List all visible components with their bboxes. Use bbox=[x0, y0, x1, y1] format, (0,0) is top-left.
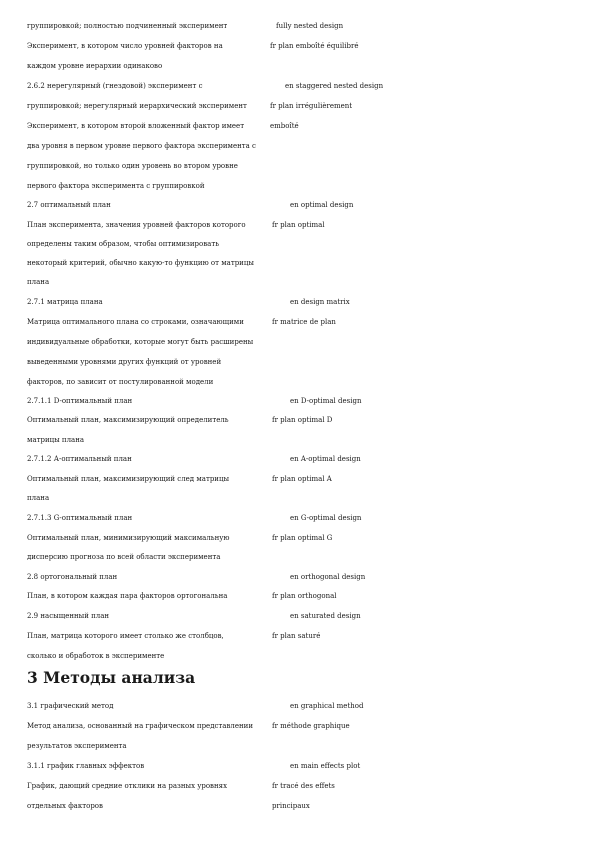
text-line: Оптимальный план, минимизирующий максимальную bbox=[27, 534, 230, 542]
term-equivalent: fr plan saturé bbox=[272, 632, 321, 640]
text-line: индивидуальные обработки, которые могут быть расширены bbox=[27, 338, 254, 346]
text-line: группировкой; нерегулярный иерархический эксперимент bbox=[27, 102, 247, 110]
term-equivalent: fully nested design bbox=[276, 22, 344, 30]
term-equivalent: fr méthode graphique bbox=[272, 722, 350, 730]
text-line: два уровня в первом уровне первого фактора эксперимента с bbox=[27, 142, 256, 150]
term-equivalent: en optimal design bbox=[290, 201, 354, 209]
text-line: выведенными уровнями других функций от уровней bbox=[27, 358, 222, 366]
term-equivalent: en G-optimal design bbox=[290, 514, 362, 522]
text-line: плана bbox=[27, 278, 50, 286]
term-equivalent: en saturated design bbox=[290, 612, 361, 620]
text-line: отдельных факторов bbox=[27, 802, 103, 810]
term-equivalent: fr plan optimal bbox=[272, 221, 325, 229]
text-line: Оптимальный план, максимизирующий определитель bbox=[27, 416, 229, 424]
text-line: Эксперимент, в котором число уровней факторов на bbox=[27, 42, 223, 50]
term-equivalent: fr plan orthogonal bbox=[272, 592, 337, 600]
text-line: первого фактора эксперимента с группировкой bbox=[27, 182, 205, 190]
text-line: График, дающий средние отклики на разных уровнях bbox=[27, 782, 228, 790]
text-line: сколько и обработок в эксперименте bbox=[27, 652, 165, 660]
text-line: некоторый критерий, обычно какую-то функцию от матрицы bbox=[27, 259, 254, 267]
text-line: 2.9 насыщенный план bbox=[27, 612, 110, 620]
term-equivalent: en orthogonal design bbox=[290, 573, 366, 581]
text-line: определены таким образом, чтобы оптимизировать bbox=[27, 240, 220, 248]
term-equivalent: en graphical method bbox=[290, 702, 364, 710]
text-line: Метод анализа, основанный на графическом представлении bbox=[27, 722, 253, 730]
term-equivalent: fr plan emboîté équilibré bbox=[270, 42, 359, 50]
text-line: Оптимальный план, максимизирующий след матрицы bbox=[27, 475, 230, 483]
text-line: 2.7 оптимальный план bbox=[27, 201, 111, 209]
term-equivalent: fr plan irrégulièrement bbox=[270, 102, 353, 110]
section-heading: 3 Методы анализа bbox=[27, 668, 196, 687]
text-line: факторов, по зависит от постулированной модели bbox=[27, 378, 214, 386]
term-equivalent: principaux bbox=[272, 802, 310, 810]
text-line: 3.1.1 график главных эффектов bbox=[27, 762, 145, 770]
text-line: дисперсию прогноза по всей области эксперимента bbox=[27, 553, 221, 561]
term-equivalent: fr matrice de plan bbox=[272, 318, 336, 326]
term-equivalent: en A-optimal design bbox=[290, 455, 361, 463]
text-line: План эксперимента, значения уровней факторов которого bbox=[27, 221, 246, 229]
text-line: матрицы плана bbox=[27, 436, 85, 444]
term-equivalent: fr plan optimal A bbox=[272, 475, 332, 483]
text-line: 2.7.1.2 А-оптимальный план bbox=[27, 455, 132, 463]
term-equivalent: en D-optimal design bbox=[290, 397, 362, 405]
text-line: плана bbox=[27, 494, 50, 502]
text-line: 2.8 ортогональный план bbox=[27, 573, 118, 581]
term-equivalent: en staggered nested design bbox=[285, 82, 384, 90]
text-line: 2.6.2 нерегулярный (гнездовой) эксперимент с bbox=[27, 82, 203, 90]
term-equivalent: fr plan optimal D bbox=[272, 416, 333, 424]
term-equivalent: en design matrix bbox=[290, 298, 350, 306]
text-line: группировкой; полностью подчиненный эксперимент bbox=[27, 22, 228, 30]
term-equivalent: fr tracé des effets bbox=[272, 782, 335, 790]
text-line: Эксперимент, в котором второй вложенный фактор имеет bbox=[27, 122, 245, 130]
term-equivalent: emboîté bbox=[270, 122, 299, 130]
text-line: 2.7.1.1 D-оптимальный план bbox=[27, 397, 133, 405]
text-line: 3.1 графический метод bbox=[27, 702, 114, 710]
text-line: Матрица оптимального плана со строками, означающими bbox=[27, 318, 244, 326]
text-line: результатов эксперимента bbox=[27, 742, 127, 750]
text-line: каждом уровне иерархии одинаково bbox=[27, 62, 163, 70]
term-equivalent: fr plan optimal G bbox=[272, 534, 333, 542]
text-line: 2.7.1 матрица плана bbox=[27, 298, 103, 306]
text-line: 2.7.1.3 G-оптимальный план bbox=[27, 514, 133, 522]
text-line: группировкой, но только один уровень во втором уровне bbox=[27, 162, 238, 170]
text-line: План, матрица которого имеет столько же столбцов, bbox=[27, 632, 224, 640]
text-line: План, в котором каждая пара факторов ортогональна bbox=[27, 592, 228, 600]
term-equivalent: en main effects plot bbox=[290, 762, 361, 770]
